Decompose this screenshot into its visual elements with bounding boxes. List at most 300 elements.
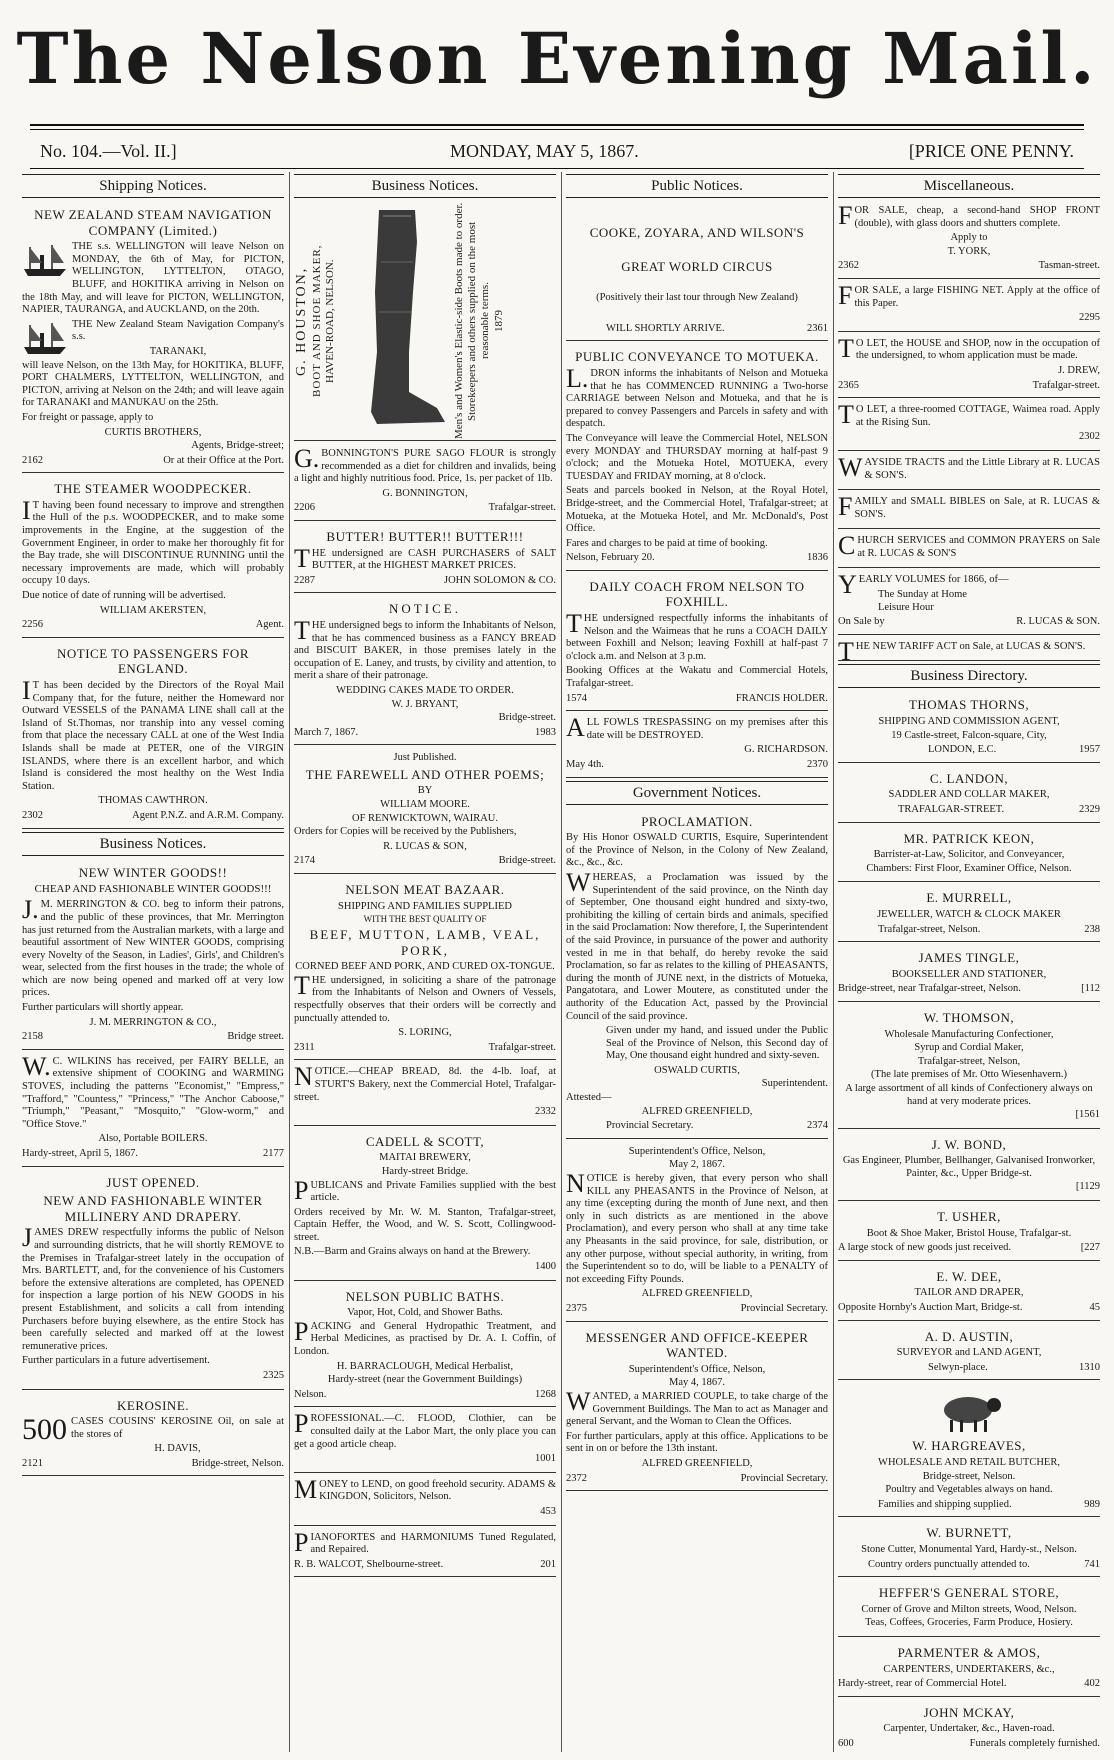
ad-title: PUBLIC CONVEYANCE TO MOTUEKA.	[575, 349, 819, 365]
ad-number: 2302	[1079, 431, 1100, 443]
ad-text: IT has been decided by the Directors of the Royal Mail Company that, for the future, neither the Homeward nor Outward VESSELS of the PANAMA LINE shall call at the Island of St.Thomas, nor tranship into any vessel coming from that place the necessary CALL at one of the West India Islands shall be made at PETER, one of the VIRGIN ISLANDS, where there is an excellent harbor, and which Island is considered the most healthy on the West India Station.	[22, 676, 284, 792]
ad-date: Nelson, February 20.	[566, 552, 655, 564]
ad-title: COOKE, ZOYARA, AND WILSON'S	[589, 225, 805, 240]
ad-text: TAILOR AND DRAPER,	[914, 1287, 1024, 1299]
ad-text: TO LET, the HOUSE and SHOP, now in the occupation of the undersigned, to whom application must be made.	[838, 333, 1100, 363]
advertisement	[838, 571, 1100, 634]
ad-address: HAVEN-ROAD, NELSON.	[323, 259, 336, 383]
masthead	[0, 0, 1114, 118]
ad-text: JAMES DREW respectfully informs the public of Nelson and surrounding districts, that he will shortly REMOVE to the Premises in Trafalgar-street lately in the occupation of Mrs. BARTLETT, and, for the convenience of his Customers before the extensive alterations are completed, has OPENED for inspection a large portion of his NEW GOODS in his present Establishment, and solicits a call from intending Purchasers before buying elsewhere, as the entire Stock has been carefully selected and marked off at the lowest remunerative prices.	[22, 1223, 284, 1352]
ad-text: Attested—	[566, 1092, 612, 1104]
ad-name: C. LANDON,	[929, 770, 1009, 786]
directory-entry	[838, 945, 1100, 1002]
ad-address: TRAFALGAR-STREET.	[898, 804, 1005, 815]
ad-address: Opposite Hornby's Auction Mart, Bridge-st.	[838, 1302, 1023, 1314]
ad-address: Trafalgar-street.	[488, 1041, 556, 1053]
advertisement	[838, 532, 1100, 568]
advertisement	[566, 202, 828, 341]
ad-text: G.BONNINGTON'S PURE SAGO FLOUR is strongly recommended as a diet for children and invalids, being a light and highly nutritious food. Price, 1s. per packet of 1lb.	[294, 444, 556, 485]
ad-title: THE FAREWELL AND OTHER POEMS;	[305, 766, 545, 782]
advertisement	[294, 1129, 556, 1281]
ad-text: Country orders punctually attended to.	[868, 1558, 1030, 1570]
ad-signature: FRANCIS HOLDER.	[735, 692, 828, 704]
ad-address: Or at their Office at the Port.	[163, 454, 284, 466]
advertisement	[566, 574, 828, 711]
ad-text: Also, Portable BOILERS.	[98, 1133, 208, 1145]
ad-subtitle: WEDDING CAKES MADE TO ORDER.	[336, 684, 514, 696]
dateline	[40, 141, 1074, 169]
ad-text: WILL SHORTLY ARRIVE.	[606, 322, 725, 334]
ad-products: BEEF, MUTTON, LAMB, VEAL, PORK,	[309, 927, 541, 958]
ad-number: 2295	[1079, 312, 1100, 324]
ad-text: BOOKSELLER AND STATIONER,	[891, 968, 1047, 980]
column-divider	[561, 172, 562, 1752]
ad-text: Poultry and Vegetables always on hand.	[885, 1484, 1053, 1496]
ad-trade: BOOT AND SHOE MAKER,	[310, 244, 323, 398]
ad-name: W. THOMSON,	[923, 1009, 1015, 1025]
ad-text: Wholesale Manufacturing Confectioner,	[884, 1028, 1054, 1040]
ad-text: will leave Nelson, on the 13th May, for HOKITIKA, BLUFF, PORT CHALMERS, LYTTELTON, WELLINGTON, and PICTON, arriving at Nelson on the 24th; and will leave again for TARANAKI and MANUKAU on the 25th.	[22, 359, 284, 409]
ad-signature: G. BONNINGTON,	[382, 487, 468, 499]
section-heading: Business Notices.	[22, 832, 284, 856]
ad-text: THE s.s. WELLINGTON will leave Nelson on MONDAY, the 6th of May, for PICTON, WELLINGTON, LYTTELTON, OTAGO, BLUFF, and HOKITIKA arriving in Nelson on the 18th May, and will leave for PICTON, WELLINGTON, NAPIER, TAURANGA, and AUCKLAND, on the 20th.	[22, 241, 284, 316]
ad-text: Funerals completely furnished.	[969, 1737, 1100, 1749]
ad-text: WHEREAS, a Proclamation was issued by the Superintendent of the said province, on the Ninth day of September, One thousand eight hundred and sixty-two, prohibiting the killing of certain birds and animals, specified in the said Proclamation: Now therefore, I, the Superintendent of the said Province, in pursuance of the power and authority vested in me in that behalf, do hereby revoke the said Proclamation, so far as relates to the killing of PHEASANTS, during the month of JUNE next, in the districts of Motueka, Pangatotara, and Lower Moutere, as constituted under the authority of the Education Act, passed by the Provincial Council of the said province.	[566, 867, 828, 1022]
ad-text: Orders for Copies will be received by the Publishers,	[294, 826, 517, 838]
ad-text: THE undersigned are CASH PURCHASERS of SALT BUTTER, at the HIGHEST MARKET PRICES.	[294, 543, 556, 573]
ad-signature: ALFRED GREENFIELD,	[641, 1105, 753, 1117]
column-3	[566, 172, 828, 1752]
ad-number: 2206	[294, 502, 315, 514]
ad-address: Tasman-street.	[1038, 260, 1100, 272]
directory-entry	[838, 1640, 1100, 1697]
ad-text: WAYSIDE TRACTS and the Little Library at R. LUCAS & SON'S.	[838, 452, 1100, 482]
ad-address: Trafalgar-street.	[488, 502, 556, 514]
ad-address: Bridge-street, near Trafalgar-street, Nelson.	[838, 983, 1021, 995]
ad-text: A large stock of new goods just received.	[838, 1242, 1012, 1254]
ad-address: Corner of Grove and Milton streets, Wood, Nelson.	[861, 1603, 1077, 1615]
ad-number: 2362	[838, 260, 859, 272]
ad-signature: J. M. MERRINGTON & CO.,	[89, 1016, 217, 1028]
directory-entry	[838, 1580, 1100, 1637]
steamship-icon	[22, 319, 68, 357]
ad-text: YEARLY VOLUMES for 1866, of—	[838, 570, 1009, 600]
ad-text: J.M. MERRINGTON & CO. beg to inform their patrons, and the public of these provinces, that Mr. Merrington has just returned from the Australian markets, with a large and beautiful assortment of New WINTER GOODS, comprising every Novelty of the Season, in Ladies', Girls', and Children's wear, selected from the first houses in the trade; the whole of which are now being opened and marked off at very low prices.	[22, 895, 284, 999]
ad-number: 2375	[566, 1302, 587, 1314]
ad-text: WHOLESALE AND RETAIL BUTCHER,	[878, 1457, 1060, 1468]
ad-number: 2162	[22, 454, 43, 466]
directory-entry	[838, 692, 1100, 762]
ad-text: CASES COUSINS' KEROSINE Oil, on sale at the stores of	[71, 1416, 284, 1440]
ad-address: Nelson.	[294, 1388, 327, 1400]
ad-title: NEW ZEALAND STEAM NAVIGATION COMPANY (Limited.)	[34, 207, 272, 238]
ad-name: E. W. DEE,	[936, 1268, 1002, 1284]
ad-text: PACKING and General Hydropathic Treatment, and Herbal Medicines, as practised by Dr. A. I. Coffin, of London.	[294, 1316, 556, 1358]
ad-name: E. MURRELL,	[926, 890, 1012, 906]
ad-number: 1879	[492, 310, 505, 332]
ad-text: Due notice of date of running will be advertised.	[22, 590, 226, 602]
ad-text: On Sale by	[838, 616, 885, 628]
ad-role: Provincial Secretary.	[740, 1472, 828, 1484]
ad-signature: WILLIAM AKERSTEN,	[99, 604, 207, 616]
ad-title: NOTICE TO PASSENGERS FOR ENGLAND.	[56, 645, 249, 677]
ad-text: PIANOFORTES and HARMONIUMS Tuned Regulated, and Repaired.	[294, 1527, 556, 1557]
ad-text: BY	[417, 785, 433, 797]
ad-role: Agent.	[255, 619, 284, 631]
ad-number: 2121	[22, 1457, 43, 1469]
ad-name: HEFFER'S GENERAL STORE,	[878, 1585, 1060, 1601]
ad-title: THE STEAMER WOODPECKER.	[54, 481, 252, 497]
advertisement	[294, 1284, 556, 1408]
ad-name: A. D. AUSTIN,	[924, 1328, 1014, 1344]
ad-number: 2365	[838, 379, 859, 391]
advertisement	[294, 1476, 556, 1526]
ad-number: 2302	[22, 809, 43, 821]
ad-date: March 7, 1867.	[294, 726, 359, 738]
ad-date: May 4, 1867.	[669, 1377, 725, 1389]
ad-text: ALL FOWLS TRESPASSING on my premises after this date will be DESTROYED.	[566, 713, 828, 743]
ad-number: 238	[1084, 923, 1100, 935]
rule	[30, 124, 1084, 126]
column-divider	[833, 172, 834, 1752]
ad-text: Men's and Women's Elastic-side Boots made to order.	[453, 202, 466, 440]
ad-text: THE undersigned, in soliciting a share of the patronage from the Inhabitants of Nelson and Owners of Vessels, respectfully observes that their orders will be correctly and punctually attended to.	[294, 970, 556, 1024]
ad-text: CARPENTERS, UNDERTAKERS, &c.,	[883, 1663, 1055, 1675]
ad-text: THE undersigned respectfully informs the inhabitants of Nelson and the Waimeas that he runs a COACH DAILY between Foxhill and Nelson; leaving Foxhill at half-past 7 o'clock a.m. and Nelson at 3 p.m.	[566, 609, 828, 662]
ad-address: Trafalgar-street.	[1032, 379, 1100, 391]
ad-text: L.DRON informs the inhabitants of Nelson and Motueka that he has COMMENCED RUNNING a Two-horse CARRIAGE between Nelson and Motueka, and that he is prepared to convey Passengers and Parcels in safety and with despatch.	[566, 363, 828, 430]
advertisement	[294, 445, 556, 521]
ad-address: Agents, Bridge-street;	[191, 440, 284, 452]
ad-number: 741	[1084, 1558, 1100, 1570]
newspaper-title: The Nelson Evening Mail.	[16, 17, 1098, 100]
ad-text: N.B.—Barm and Grains always on hand at the Brewery.	[294, 1246, 531, 1258]
ad-subtitle: Vapor, Hot, Cold, and Shower Baths.	[347, 1307, 503, 1319]
advertisement	[22, 476, 284, 638]
ad-text: Carpenter, Undertaker, &c., Haven-road.	[883, 1723, 1055, 1735]
ad-address: 19 Castle-street, Falcon-square, City,	[891, 729, 1047, 741]
advertisement	[22, 202, 284, 473]
ad-address: Bridge street.	[227, 1031, 284, 1043]
directory-entry	[838, 766, 1100, 823]
ad-number: [227	[1080, 1242, 1100, 1254]
ad-name: PARMENTER & AMOS,	[897, 1644, 1041, 1660]
ad-signature: G. RICHARDSON.	[744, 744, 828, 756]
ad-title: PROCLAMATION.	[641, 813, 753, 829]
ad-text: Orders received by Mr. W. M. Stanton, Trafalgar-street, Captain Heffer, the Wood, and W. S. Scott, Collingwood-street.	[294, 1206, 556, 1243]
ad-subtitle: WITH THE BEST QUALITY OF	[363, 914, 487, 925]
ship-name: TARANAKI,	[149, 345, 207, 357]
ad-number: [1129	[1075, 1181, 1100, 1193]
advertisement	[294, 524, 556, 593]
ad-text: THE NEW TARIFF ACT on Sale, at LUCAS & SON'S.	[838, 636, 1086, 666]
ad-name: JOHN MCKAY,	[923, 1704, 1015, 1720]
ad-number: 1957	[1079, 744, 1100, 756]
ad-text: TO LET, a three-roomed COTTAGE, Waimea road. Apply at the Rising Sun.	[838, 400, 1100, 430]
advertisement	[566, 809, 828, 1139]
ad-subtitle: SHIPPING AND FAMILIES SUPPLIED	[338, 900, 512, 912]
ad-title: NELSON PUBLIC BATHS.	[345, 1288, 505, 1304]
advertisement	[566, 714, 828, 777]
ad-text: Just Published.	[393, 752, 457, 764]
ad-text: FOR SALE, a large FISHING NET. Apply at the office of this Paper.	[838, 280, 1100, 310]
boot-icon	[337, 202, 453, 438]
ad-text: FAMILY and SMALL BIBLES on Sale, at R. LUCAS & SON'S.	[838, 492, 1100, 522]
ad-signature: THOMAS CAWTHRON.	[98, 795, 208, 807]
ad-title: KEROSINE.	[116, 1397, 190, 1413]
ad-text: Further particulars in a future advertisement.	[22, 1355, 210, 1367]
advertisement	[838, 282, 1100, 332]
ad-text: PUBLICANS and Private Families supplied with the best article.	[294, 1175, 556, 1205]
ad-number: 2329	[1079, 804, 1100, 815]
ad-text: Stone Cutter, Monumental Yard, Hardy-st., Nelson.	[861, 1543, 1077, 1555]
ad-number: 1001	[535, 1453, 556, 1465]
ad-date: May 2, 1867.	[669, 1159, 725, 1171]
ad-number: 2332	[535, 1106, 556, 1118]
ad-text: Teas, Coffees, Groceries, Farm Produce, Hosiery.	[865, 1617, 1073, 1629]
ad-subtitle: MAITAI BREWERY,	[379, 1152, 471, 1164]
directory-entry	[838, 1005, 1100, 1129]
advertisement	[22, 860, 284, 1050]
ad-number: 1400	[535, 1261, 556, 1273]
section-heading: Miscellaneous.	[838, 174, 1100, 198]
ad-text: SURVEYOR and LAND AGENT,	[896, 1347, 1042, 1359]
ad-text: THE New Zealand Steam Navigation Company's s.s.	[72, 318, 284, 343]
ad-signature: H. BARRACLOUGH, Medical Herbalist,	[336, 1360, 514, 1372]
directory-entry	[838, 885, 1100, 942]
ad-text: IT having been found necessary to improve and strengthen the Hull of the p.s. WOODPECKER, and to make some improvements in the Engine, at the suggestion of the Government Engineer, in order to make her thoroughly fit for the Bay trade, she will DISCONTINUE RUNNING until the necessary improvements are made, which will probably occupy 10 days.	[22, 495, 284, 587]
ad-title: NEW WINTER GOODS!!	[78, 864, 228, 880]
ad-text: FOR SALE, cheap, a second-hand SHOP FRONT (double), with glass doors and shutters complete.	[838, 201, 1100, 230]
ad-subtitle: CHEAP AND FASHIONABLE WINTER GOODS!!!	[34, 883, 272, 896]
ad-text: SADDLER AND COLLAR MAKER,	[888, 789, 1050, 801]
ad-signature: R. B. WALCOT, Shelbourne-street.	[294, 1558, 444, 1570]
ad-text: CHURCH SERVICES and COMMON PRAYERS on Sale at R. LUCAS & SON'S	[838, 531, 1100, 561]
ad-text: Superintendent's Office, Nelson,	[628, 1363, 766, 1375]
advertisement	[838, 636, 1100, 666]
ad-subtitle: NEW AND FASHIONABLE WINTER MILLINERY AND DRAPERY.	[43, 1193, 263, 1224]
advertisement	[566, 344, 828, 571]
ad-text: The Conveyance will leave the Commercial Hotel, NELSON every MONDAY and THURSDAY morning at half-past 9 o'clock; and the Motueka Hotel, MOTUEKA, every TUESDAY and FRIDAY morning, at 8 o'clock.	[566, 432, 828, 482]
ad-number: 2361	[807, 322, 828, 334]
ad-text: Booking Offices at the Wakatu and Commercial Hotels, Trafalgar-street.	[566, 665, 828, 690]
advertisement	[838, 202, 1100, 279]
ad-number: 989	[1084, 1498, 1100, 1510]
advertisement	[838, 454, 1100, 490]
ad-address: LONDON, E.C.	[928, 744, 997, 756]
ad-address: Bridge-street, Nelson.	[191, 1457, 284, 1469]
section-heading: Shipping Notices.	[22, 174, 284, 198]
ad-text: Gas Engineer, Plumber, Bellhanger, Galvanised Ironworker, Painter, &c., Upper Bridge-st.	[842, 1155, 1096, 1179]
ad-title: MESSENGER AND OFFICE-KEEPER WANTED.	[585, 1329, 809, 1361]
advertisement	[294, 1410, 556, 1472]
ad-number: 2325	[263, 1369, 284, 1381]
issue-number: No. 104.—Vol. II.]	[40, 141, 177, 161]
ad-name: JAMES TINGLE,	[918, 950, 1020, 966]
ad-title: NELSON MEAT BAZAAR.	[345, 882, 505, 898]
ad-text: (Positively their last tour through New Zealand)	[596, 292, 798, 304]
ad-text: MONEY to LEND, on good freehold security. ADAMS & KINGDON, Solicitors, Nelson.	[294, 1474, 556, 1504]
ad-signature: ALFRED GREENFIELD,	[641, 1288, 753, 1300]
ad-text: Syrup and Cordial Maker,	[914, 1042, 1024, 1054]
ad-title: JUST OPENED.	[106, 1174, 200, 1190]
column-4	[838, 172, 1100, 1752]
advertisement	[838, 401, 1100, 451]
ad-text: For freight or passage, apply to	[22, 411, 154, 423]
advertisement	[294, 1063, 556, 1125]
advertisement	[838, 493, 1100, 529]
ad-text: Given under my hand, and issued under the Public Seal of the Province of Nelson, this Second day of May, One thousand eight hundred and sixty-seven.	[606, 1025, 828, 1062]
ad-number: [112	[1081, 983, 1100, 995]
ad-number: 1574	[566, 692, 587, 704]
advertisement	[566, 1142, 828, 1322]
ad-number: 2374	[807, 1120, 828, 1132]
ad-text: Fares and charges to be paid at time of booking.	[566, 537, 768, 549]
ad-text: By His Honor OSWALD CURTIS, Esquire, Superintendent of the Province of Nelson, in the Colony of New Zealand, &c., &c., &c.	[566, 832, 828, 869]
ad-signature: JOHN SOLOMON & CO.	[443, 574, 556, 586]
directory-entry	[838, 1383, 1100, 1517]
ad-text: NOTICE.—CHEAP BREAD, 8d. the 4-lb. loaf, at STURT'S Bakery, next the Commercial Hotel, Trafalgar-street.	[294, 1062, 556, 1103]
ad-address: Hardy-street (near the Government Buildings)	[327, 1374, 523, 1386]
steamship-icon	[22, 241, 68, 279]
ad-number: 45	[1089, 1302, 1100, 1314]
ad-address: Bridge-street, Nelson.	[922, 1470, 1016, 1482]
ad-signature: ALFRED GREENFIELD,	[641, 1457, 753, 1469]
ad-number: 1983	[535, 726, 556, 738]
column-divider	[289, 172, 290, 1752]
ad-author: WILLIAM MOORE.	[380, 799, 470, 811]
directory-entry	[838, 1264, 1100, 1321]
ad-text: Storekeepers and others supplied on the most reasonable terms.	[466, 221, 492, 421]
ad-text: WANTED, a MARRIED COUPLE, to take charge of the Government Buildings. The Man to act as Manager and general Servant, and the Woman to Clean the Offices.	[566, 1386, 828, 1428]
ad-text: For further particulars, apply at this office. Applications to be sent in on or before the 13th instant.	[566, 1430, 828, 1455]
rule	[30, 129, 1084, 130]
ad-number: 2256	[22, 619, 43, 631]
ad-address: Bridge-street.	[498, 855, 556, 867]
ad-text: Seats and parcels booked in Nelson, at the Royal Hotel, Bridge-street, and the Commercial Hotel, Trafalgar-street; at Motueka, at the Motueka Hotel, and Mr. McDonald's, Post Office.	[566, 485, 828, 535]
advertisement	[22, 641, 284, 829]
ad-text: PROFESSIONAL.—C. FLOOD, Clothier, can be consulted daily at the Labor Mart, the only place you can get a good article cheap.	[294, 1409, 556, 1450]
ad-title: NOTICE.	[389, 601, 461, 617]
directory-entry	[838, 826, 1100, 883]
ad-text: JEWELLER, WATCH & CLOCK MAKER	[877, 908, 1061, 920]
ad-text: Boot & Shoe Maker, Bristol House, Trafalgar-st.	[866, 1227, 1072, 1239]
advertisement	[22, 1053, 284, 1167]
ad-name: G. HOUSTON,	[294, 266, 309, 376]
ad-text: Barrister-at-Law, Solicitor, and Conveyancer,	[873, 849, 1065, 861]
advertisement	[22, 1170, 284, 1390]
ad-date: Hardy-street, April 5, 1867.	[22, 1148, 139, 1159]
ad-number: 2158	[22, 1031, 43, 1043]
ad-number: 2370	[807, 759, 828, 770]
ad-title: CADELL & SCOTT,	[365, 1133, 485, 1149]
directory-entry	[838, 1700, 1100, 1752]
boot-advertisement	[294, 202, 556, 441]
ad-role: Provincial Secretary.	[740, 1302, 828, 1314]
ad-number: 2311	[294, 1041, 315, 1053]
ad-name: MR. PATRICK KEON,	[903, 830, 1035, 846]
ad-number: 1310	[1079, 1361, 1100, 1373]
section-heading: Business Directory.	[838, 664, 1100, 688]
ad-title: BUTTER! BUTTER!! BUTTER!!!	[326, 528, 524, 544]
ad-number: 453	[540, 1505, 556, 1517]
ad-signature: W. J. BRYANT,	[391, 698, 459, 710]
ad-signature: J. DREW,	[1058, 364, 1100, 376]
ad-number: 2287	[294, 574, 315, 586]
ad-text: Leisure Hour	[878, 601, 934, 613]
ad-address: Hardy-street, rear of Commercial Hotel.	[838, 1678, 1007, 1690]
ad-signature: CURTIS BROTHERS,	[104, 426, 202, 438]
directory-entry	[838, 1132, 1100, 1201]
ad-address: Trafalgar-street, Nelson,	[917, 1055, 1021, 1067]
ad-date: May 4th.	[566, 759, 604, 770]
ad-name: W. BURNETT,	[926, 1525, 1012, 1541]
ad-address: Hardy-street Bridge.	[381, 1165, 469, 1177]
ad-number: 600	[838, 1737, 854, 1749]
ad-text: OF RENWICKTOWN, WAIRAU.	[351, 812, 499, 824]
ad-number: 1268	[535, 1388, 556, 1400]
issue-price: [PRICE ONE PENNY.	[908, 141, 1074, 161]
column-1	[22, 172, 284, 1752]
directory-entry	[838, 1324, 1100, 1381]
ad-name: THOMAS THORNS,	[908, 697, 1030, 713]
ad-title: DAILY COACH FROM NELSON TO FOXHILL.	[589, 578, 805, 610]
ad-text: Further particulars will shortly appear.	[22, 1002, 184, 1014]
ad-text: A large assortment of all kinds of Confectionery always on hand at very moderate prices.	[845, 1082, 1093, 1107]
issue-date: MONDAY, MAY 5, 1867.	[450, 141, 639, 161]
ad-name: T. USHER,	[937, 1209, 1001, 1225]
ad-number: [1561	[1075, 1109, 1100, 1121]
ad-address: Trafalgar-street, Nelson.	[878, 923, 981, 935]
ad-role: Superintendent.	[761, 1078, 828, 1090]
ad-text: Families and shipping supplied.	[878, 1498, 1012, 1510]
section-heading: Public Notices.	[566, 174, 828, 198]
ad-role: Agent P.N.Z. and A.R.M. Company.	[132, 809, 284, 821]
section-heading: Business Notices.	[294, 174, 556, 198]
directory-entry	[838, 1520, 1100, 1577]
ad-signature: T. YORK,	[947, 245, 991, 257]
directory-entry	[838, 1204, 1100, 1261]
advertisement	[294, 877, 556, 1060]
ad-text: SHIPPING AND COMMISSION AGENT,	[878, 716, 1060, 728]
ad-text: W.C. WILKINS has received, per FAIRY BELLE, an extensive shipment of COOKING and WARMING STOVES, including the patterns "Economist," "Empress," "Trafford," "Countess," "Princess," "The Anchor Caboose," "Triumph," "Peasant," "Mosquito," "Glow-worm," and "Office Stove."	[22, 1051, 284, 1130]
column-2	[294, 172, 556, 1752]
ad-role: Provincial Secretary.	[606, 1120, 694, 1132]
ad-text: Apply to	[950, 232, 988, 244]
ad-text: The Sunday at Home	[878, 589, 967, 601]
ad-address: Chambers: First Floor, Examiner Office, Nelson.	[866, 862, 1072, 874]
ad-signature: R. LUCAS & SON.	[1016, 616, 1100, 628]
ad-text: THE undersigned begs to inform the Inhabitants of Nelson, that he has commenced business as a FANCY BREAD and BISCUIT BAKER, in those premises lately in the occupation of E. Laney, and trusts, by civility and attention, to merit a share of their patronage.	[294, 615, 556, 682]
ad-quantity: 500	[22, 1413, 67, 1447]
ad-name: W. HARGREAVES,	[912, 1438, 1026, 1454]
ad-signature: H. DAVIS,	[154, 1443, 201, 1455]
advertisement	[838, 335, 1100, 398]
rule	[30, 168, 1084, 169]
sheep-icon	[934, 1390, 1004, 1434]
advertisement	[566, 1325, 828, 1492]
ad-signature: R. LUCAS & SON,	[383, 840, 467, 852]
advertisement	[22, 1393, 284, 1477]
ad-number: 2372	[566, 1472, 587, 1484]
ad-address: Bridge-street.	[498, 712, 556, 724]
ad-text: Superintendent's Office, Nelson,	[628, 1145, 766, 1157]
ad-products: CORNED BEEF AND PORK, AND CURED OX-TONGUE.	[295, 961, 555, 973]
ad-number: 2174	[294, 855, 315, 867]
ad-subtitle: GREAT WORLD CIRCUS	[621, 258, 773, 274]
ad-number: 1836	[807, 552, 828, 564]
advertisement	[294, 748, 556, 874]
